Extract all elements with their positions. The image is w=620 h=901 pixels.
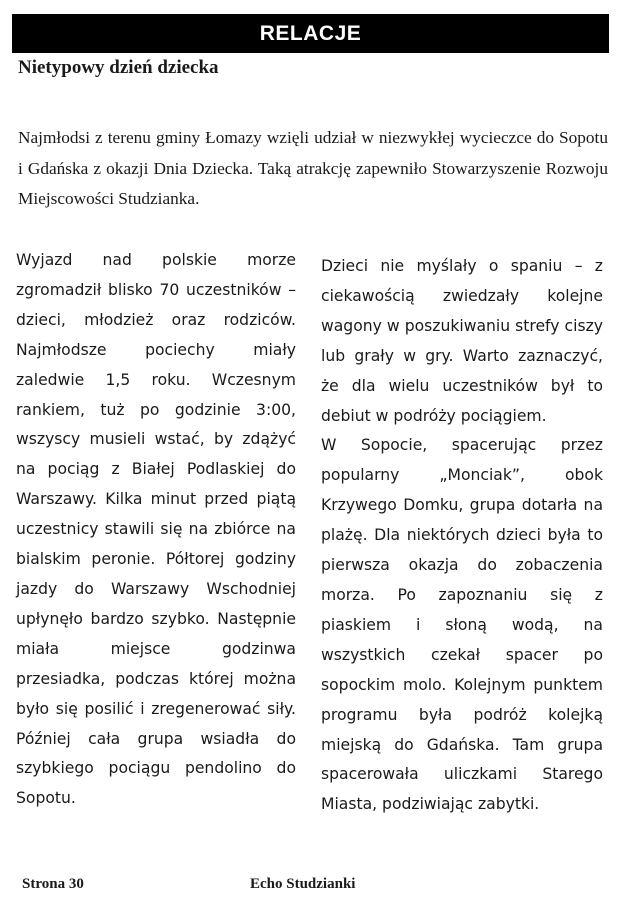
publication-name: Echo Studzianki	[250, 876, 356, 892]
article-column-left	[16, 246, 296, 814]
section-banner: RELACJE	[12, 14, 609, 53]
page-number: Strona 30	[22, 876, 84, 892]
right-paragraph-2: W Sopocie, spacerując przez popularny „Monciak”, obok Krzywego Domku, grupa dotarła na plażę. Dla niektórych dzieci była to pierwsza okazja do zobaczenia morza. Po zapoznaniu się z piaskiem i słoną wodą, na wszystkich czekał spacer po sopockim molo. Kolejnym punktem programu była podróż kolejką miejską do Gdańska. Tam grupa spacerowała uliczkami Starego Miasta, podziwiając zabytki.	[321, 436, 603, 814]
right-paragraph-1: Dzieci nie myślały o spaniu – z ciekawością zwiedzały kolejne wagony w poszukiwaniu strefy ciszy lub grały w gry. Warto zaznaczyć, że dla wielu uczestników był to debiut w podróży pociągiem.	[321, 257, 603, 425]
article-lead: Najmłodsi z terenu gminy Łomazy wzięli udział w niezwykłej wycieczce do Sopotu i Gdańska z okazji Dnia Dziecka. Taką atrakcję zapewniło Stowarzyszenie Rozwoju Miejscowości Studzianka.	[18, 128, 608, 208]
article-column-right	[321, 252, 603, 820]
article-title: Nietypowy dzień dziecka	[18, 57, 219, 78]
left-paragraph-1: Wyjazd nad polskie morze zgromadził blisko 70 uczestników – dzieci, młodzież oraz rodziców. Najmłodsze pociechy miały zaledwie 1,5 roku. Wczesnym rankiem, tuż po godzinie 3:00, wszyscy musieli wstać, by zdążyć na pociąg z Białej Podlaskiej do Warszawy. Kilka minut przed piątą uczestnicy stawili się na zbiórce na bialskim peronie. Półtorej godziny jazdy do Warszawy Wschodniej upłynęło bardzo szybko. Następnie miała miejsce godzinwa przesiadka, podczas której można było się posilić i zregenerować siły. Później cała grupa wsiadła do szybkiego pociągu pendolino do Sopotu.	[16, 251, 296, 808]
